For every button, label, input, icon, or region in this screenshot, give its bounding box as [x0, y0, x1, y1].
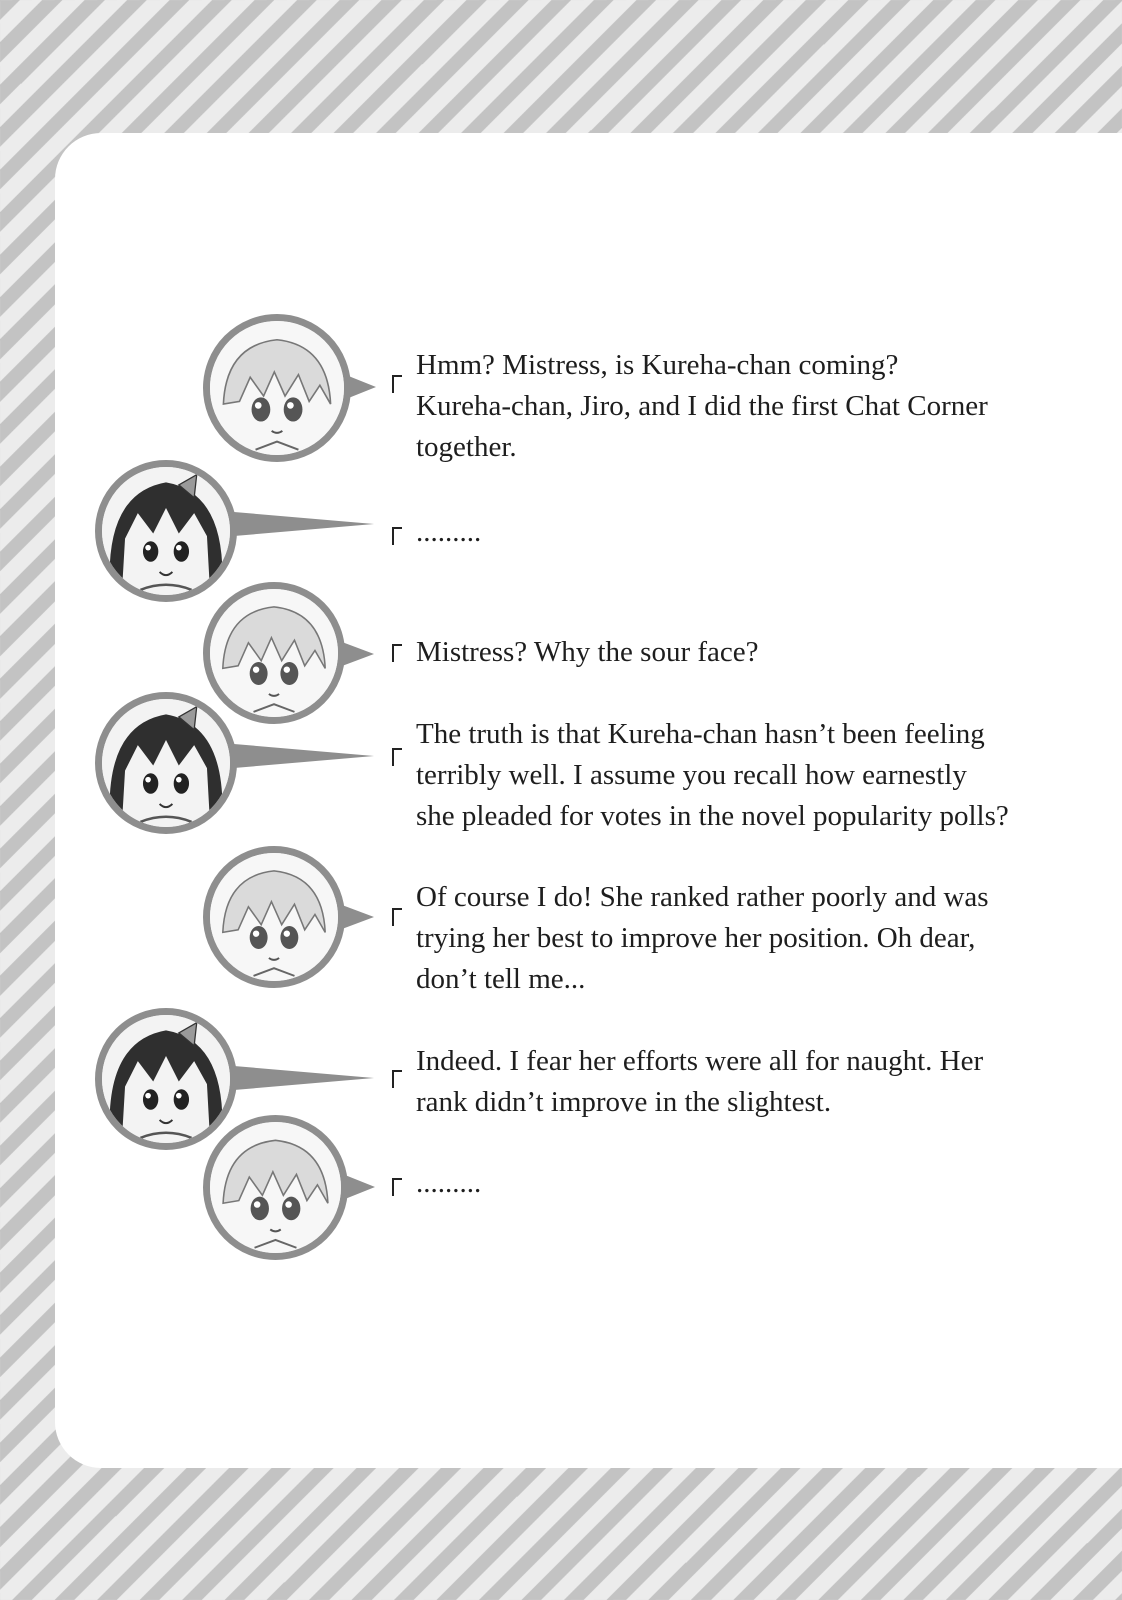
dialogue-line: Hmm? Mistress, is Kureha-chan coming? — [416, 349, 899, 381]
avatar-girl-short-hair — [203, 314, 351, 462]
dialogue-line: Indeed. I fear her efforts were all for naught. Her — [416, 1045, 984, 1077]
quote-bracket — [392, 375, 402, 393]
speech-tail — [346, 375, 376, 399]
dialogue-line: ......... — [416, 516, 482, 548]
dialogue-line: terribly well. I assume you recall how earnestly — [416, 759, 967, 791]
dialogue-line: rank didn’t improve in the slightest. — [416, 1086, 832, 1118]
dialogue-line: trying her best to improve her position. Oh dear, — [416, 922, 976, 954]
avatar-girl-dark-hair — [95, 1008, 237, 1150]
quote-bracket — [392, 1178, 402, 1196]
quote-bracket — [392, 908, 402, 926]
avatar-girl-short-hair — [203, 1115, 348, 1260]
speech-tail — [234, 744, 374, 768]
dialogue-line: Mistress? Why the sour face? — [416, 636, 759, 668]
dialogue-line: Kureha-chan, Jiro, and I did the first Chat Corner — [416, 390, 988, 422]
quote-bracket — [392, 1070, 402, 1088]
speech-tail — [342, 905, 374, 929]
quote-bracket — [392, 748, 402, 766]
dialogue-line: together. — [416, 431, 517, 463]
speech-tail — [234, 512, 374, 536]
avatar-girl-short-hair — [203, 582, 345, 724]
speech-tail — [234, 1066, 374, 1090]
dialogue-line: don’t tell me... — [416, 963, 586, 995]
dialogue-line: The truth is that Kureha-chan hasn’t been feeling — [416, 718, 985, 750]
dialogue-line: Of course I do! She ranked rather poorly and was — [416, 881, 989, 913]
dialogue-line: she pleaded for votes in the novel popularity polls? — [416, 800, 1009, 832]
avatar-girl-dark-hair — [95, 692, 237, 834]
quote-bracket — [392, 527, 402, 545]
speech-tail — [342, 642, 374, 666]
dialogue-line: ......... — [416, 1167, 482, 1199]
quote-bracket — [392, 644, 402, 662]
avatar-girl-dark-hair — [95, 460, 237, 602]
speech-tail — [345, 1175, 375, 1199]
avatar-girl-short-hair — [203, 846, 345, 988]
